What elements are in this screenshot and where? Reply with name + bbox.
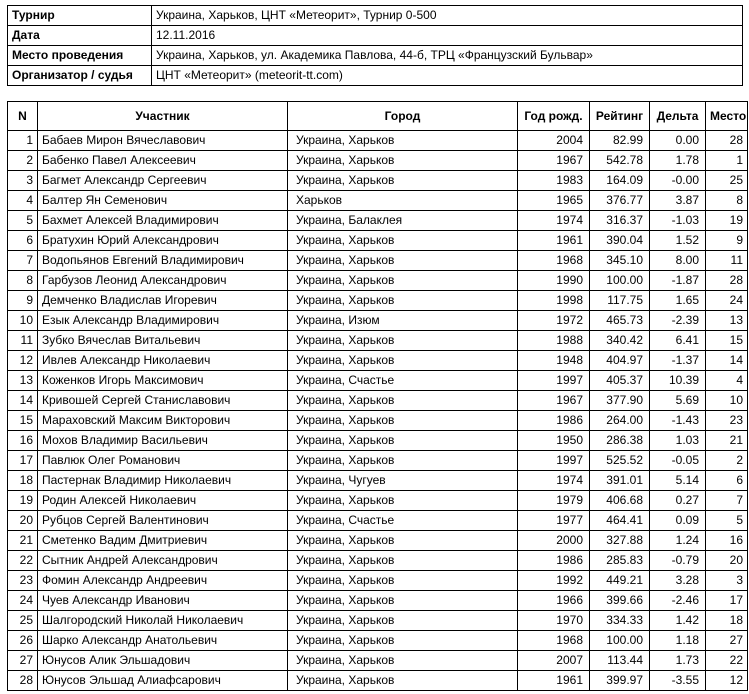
cell-delta: 0.09 [650, 511, 706, 531]
cell-rating: 100.00 [590, 271, 650, 291]
cell-place: 9 [706, 231, 748, 251]
cell-city: Украина, Харьков [288, 651, 518, 671]
cell-rating: 464.41 [590, 511, 650, 531]
cell-city: Украина, Харьков [288, 491, 518, 511]
cell-place: 14 [706, 351, 748, 371]
table-row [8, 551, 748, 571]
cell-delta: 1.65 [650, 291, 706, 311]
cell-city: Украина, Харьков [288, 671, 518, 691]
cell-city: Украина, Харьков [288, 271, 518, 291]
cell-delta: 1.42 [650, 611, 706, 631]
cell-rating: 100.00 [590, 631, 650, 651]
cell-delta: -2.46 [650, 591, 706, 611]
cell-n: 6 [8, 231, 38, 251]
cell-rating: 404.97 [590, 351, 650, 371]
cell-rating: 285.83 [590, 551, 650, 571]
table-row [8, 191, 748, 211]
cell-place: 28 [706, 271, 748, 291]
cell-name: Кривошей Сергей Станиславович [38, 391, 288, 411]
cell-name: Мараховский Максим Викторович [38, 411, 288, 431]
table-row [8, 611, 748, 631]
cell-place: 18 [706, 611, 748, 631]
cell-delta: 1.73 [650, 651, 706, 671]
cell-name: Братухин Юрий Александрович [38, 231, 288, 251]
cell-year: 1990 [518, 271, 590, 291]
cell-place: 28 [706, 131, 748, 151]
cell-n: 13 [8, 371, 38, 391]
cell-name: Чуев Александр Иванович [38, 591, 288, 611]
cell-n: 25 [8, 611, 38, 631]
info-label: Дата [8, 26, 152, 46]
cell-delta: -1.87 [650, 271, 706, 291]
cell-year: 1977 [518, 511, 590, 531]
cell-delta: -1.43 [650, 411, 706, 431]
cell-city: Украина, Харьков [288, 231, 518, 251]
cell-delta: -0.00 [650, 171, 706, 191]
cell-year: 1972 [518, 311, 590, 331]
info-label: Организатор / судья [8, 66, 152, 86]
col-header-year: Год рожд. [518, 102, 590, 131]
info-label: Турнир [8, 6, 152, 26]
cell-rating: 406.68 [590, 491, 650, 511]
cell-delta: 1.52 [650, 231, 706, 251]
cell-place: 13 [706, 311, 748, 331]
cell-rating: 377.90 [590, 391, 650, 411]
cell-rating: 264.00 [590, 411, 650, 431]
cell-year: 1997 [518, 451, 590, 471]
cell-year: 1983 [518, 171, 590, 191]
table-row [8, 591, 748, 611]
cell-rating: 340.42 [590, 331, 650, 351]
cell-delta: -1.37 [650, 351, 706, 371]
info-row [8, 46, 743, 66]
col-header-delta: Дельта [650, 102, 706, 131]
cell-year: 1974 [518, 211, 590, 231]
cell-place: 7 [706, 491, 748, 511]
cell-n: 9 [8, 291, 38, 311]
cell-year: 1970 [518, 611, 590, 631]
cell-year: 1988 [518, 331, 590, 351]
cell-place: 27 [706, 631, 748, 651]
cell-n: 7 [8, 251, 38, 271]
cell-name: Родин Алексей Николаевич [38, 491, 288, 511]
cell-place: 1 [706, 151, 748, 171]
table-row [8, 171, 748, 191]
table-row [8, 531, 748, 551]
cell-name: Балтер Ян Семенович [38, 191, 288, 211]
cell-city: Украина, Харьков [288, 351, 518, 371]
cell-year: 2004 [518, 131, 590, 151]
cell-city: Харьков [288, 191, 518, 211]
table-row [8, 211, 748, 231]
cell-delta: 0.27 [650, 491, 706, 511]
cell-rating: 82.99 [590, 131, 650, 151]
cell-rating: 117.75 [590, 291, 650, 311]
cell-delta: 1.24 [650, 531, 706, 551]
table-row [8, 631, 748, 651]
cell-year: 1961 [518, 671, 590, 691]
cell-n: 8 [8, 271, 38, 291]
cell-city: Украина, Харьков [288, 431, 518, 451]
table-row [8, 271, 748, 291]
cell-city: Украина, Харьков [288, 251, 518, 271]
cell-city: Украина, Харьков [288, 591, 518, 611]
cell-name: Сметенко Вадим Дмитриевич [38, 531, 288, 551]
cell-year: 1967 [518, 391, 590, 411]
cell-year: 1997 [518, 371, 590, 391]
cell-rating: 345.10 [590, 251, 650, 271]
cell-name: Мохов Владимир Васильевич [38, 431, 288, 451]
cell-rating: 376.77 [590, 191, 650, 211]
cell-rating: 316.37 [590, 211, 650, 231]
cell-name: Зубко Вячеслав Витальевич [38, 331, 288, 351]
info-value: Украина, Харьков, ЦНТ «Метеорит», Турнир 0-500 [152, 6, 743, 26]
cell-n: 28 [8, 671, 38, 691]
cell-year: 1948 [518, 351, 590, 371]
cell-n: 20 [8, 511, 38, 531]
col-header-name: Участник [38, 102, 288, 131]
cell-place: 22 [706, 651, 748, 671]
cell-n: 17 [8, 451, 38, 471]
cell-n: 21 [8, 531, 38, 551]
cell-city: Украина, Счастье [288, 511, 518, 531]
cell-place: 11 [706, 251, 748, 271]
cell-rating: 542.78 [590, 151, 650, 171]
col-header-place: Место [706, 102, 748, 131]
cell-rating: 327.88 [590, 531, 650, 551]
cell-delta: 1.03 [650, 431, 706, 451]
cell-rating: 405.37 [590, 371, 650, 391]
cell-rating: 390.04 [590, 231, 650, 251]
cell-year: 1961 [518, 231, 590, 251]
table-row [8, 411, 748, 431]
results-header-row [8, 102, 748, 131]
cell-n: 5 [8, 211, 38, 231]
info-row [8, 26, 743, 46]
table-row [8, 131, 748, 151]
cell-city: Украина, Харьков [288, 291, 518, 311]
cell-name: Демченко Владислав Игоревич [38, 291, 288, 311]
cell-name: Бахмет Алексей Владимирович [38, 211, 288, 231]
info-value: Украина, Харьков, ул. Академика Павлова, 44-б, ТРЦ «Французский Бульвар» [152, 46, 743, 66]
cell-n: 2 [8, 151, 38, 171]
cell-city: Украина, Харьков [288, 151, 518, 171]
cell-name: Юнусов Алик Эльшадович [38, 651, 288, 671]
cell-rating: 525.52 [590, 451, 650, 471]
cell-delta: 5.14 [650, 471, 706, 491]
cell-delta: -2.39 [650, 311, 706, 331]
table-row [8, 291, 748, 311]
cell-name: Шалгородский Николай Николаевич [38, 611, 288, 631]
cell-rating: 164.09 [590, 171, 650, 191]
cell-rating: 286.38 [590, 431, 650, 451]
cell-rating: 465.73 [590, 311, 650, 331]
cell-delta: 1.18 [650, 631, 706, 651]
cell-place: 20 [706, 551, 748, 571]
cell-n: 4 [8, 191, 38, 211]
table-row [8, 471, 748, 491]
cell-city: Украина, Харьков [288, 531, 518, 551]
cell-name: Фомин Александр Андреевич [38, 571, 288, 591]
cell-delta: 0.00 [650, 131, 706, 151]
cell-city: Украина, Балаклея [288, 211, 518, 231]
cell-rating: 399.97 [590, 671, 650, 691]
info-label: Место проведения [8, 46, 152, 66]
cell-name: Езык Александр Владимирович [38, 311, 288, 331]
cell-delta: -0.05 [650, 451, 706, 471]
cell-place: 10 [706, 391, 748, 411]
cell-delta: -1.03 [650, 211, 706, 231]
cell-n: 10 [8, 311, 38, 331]
cell-place: 5 [706, 511, 748, 531]
cell-n: 11 [8, 331, 38, 351]
cell-city: Украина, Харьков [288, 331, 518, 351]
cell-rating: 113.44 [590, 651, 650, 671]
cell-city: Украина, Харьков [288, 391, 518, 411]
table-row [8, 651, 748, 671]
cell-city: Украина, Чугуев [288, 471, 518, 491]
cell-name: Павлюк Олег Романович [38, 451, 288, 471]
cell-n: 14 [8, 391, 38, 411]
cell-name: Рубцов Сергей Валентинович [38, 511, 288, 531]
table-row [8, 431, 748, 451]
cell-city: Украина, Харьков [288, 571, 518, 591]
cell-year: 1986 [518, 551, 590, 571]
table-row [8, 371, 748, 391]
cell-year: 2007 [518, 651, 590, 671]
table-row [8, 251, 748, 271]
cell-year: 1998 [518, 291, 590, 311]
cell-city: Украина, Харьков [288, 611, 518, 631]
cell-place: 2 [706, 451, 748, 471]
cell-year: 1974 [518, 471, 590, 491]
table-row [8, 391, 748, 411]
cell-place: 4 [706, 371, 748, 391]
cell-n: 16 [8, 431, 38, 451]
cell-delta: 10.39 [650, 371, 706, 391]
cell-delta: -3.55 [650, 671, 706, 691]
cell-place: 17 [706, 591, 748, 611]
cell-delta: 1.78 [650, 151, 706, 171]
cell-delta: 3.28 [650, 571, 706, 591]
cell-name: Бабаев Мирон Вячеславович [38, 131, 288, 151]
cell-n: 27 [8, 651, 38, 671]
cell-n: 12 [8, 351, 38, 371]
info-value: 12.11.2016 [152, 26, 743, 46]
cell-city: Украина, Харьков [288, 451, 518, 471]
cell-n: 23 [8, 571, 38, 591]
cell-place: 15 [706, 331, 748, 351]
table-row [8, 231, 748, 251]
cell-name: Гарбузов Леонид Александрович [38, 271, 288, 291]
cell-n: 19 [8, 491, 38, 511]
cell-city: Украина, Изюм [288, 311, 518, 331]
cell-place: 24 [706, 291, 748, 311]
cell-rating: 391.01 [590, 471, 650, 491]
cell-name: Шарко Александр Анатольевич [38, 631, 288, 651]
cell-n: 15 [8, 411, 38, 431]
tournament-info-table [7, 5, 743, 86]
cell-place: 25 [706, 171, 748, 191]
cell-city: Украина, Харьков [288, 171, 518, 191]
cell-name: Юнусов Эльшад Алиафсарович [38, 671, 288, 691]
info-row [8, 66, 743, 86]
cell-year: 2000 [518, 531, 590, 551]
cell-city: Украина, Харьков [288, 131, 518, 151]
cell-n: 18 [8, 471, 38, 491]
cell-name: Водопьянов Евгений Владимирович [38, 251, 288, 271]
cell-name: Коженков Игорь Максимович [38, 371, 288, 391]
cell-year: 1965 [518, 191, 590, 211]
cell-place: 3 [706, 571, 748, 591]
cell-place: 23 [706, 411, 748, 431]
info-row [8, 6, 743, 26]
cell-name: Багмет Александр Сергеевич [38, 171, 288, 191]
cell-year: 1992 [518, 571, 590, 591]
table-row [8, 351, 748, 371]
table-row [8, 571, 748, 591]
cell-n: 3 [8, 171, 38, 191]
cell-year: 1966 [518, 591, 590, 611]
cell-delta: -0.79 [650, 551, 706, 571]
col-header-n: N [8, 102, 38, 131]
cell-city: Украина, Харьков [288, 411, 518, 431]
cell-name: Бабенко Павел Алексеевич [38, 151, 288, 171]
cell-delta: 6.41 [650, 331, 706, 351]
col-header-city: Город [288, 102, 518, 131]
cell-city: Украина, Харьков [288, 631, 518, 651]
cell-year: 1968 [518, 251, 590, 271]
cell-delta: 3.87 [650, 191, 706, 211]
cell-place: 8 [706, 191, 748, 211]
info-value: ЦНТ «Метеорит» (meteorit-tt.com) [152, 66, 743, 86]
cell-n: 24 [8, 591, 38, 611]
cell-n: 22 [8, 551, 38, 571]
cell-year: 1968 [518, 631, 590, 651]
cell-rating: 449.21 [590, 571, 650, 591]
cell-name: Пастернак Владимир Николаевич [38, 471, 288, 491]
cell-place: 12 [706, 671, 748, 691]
cell-year: 1967 [518, 151, 590, 171]
table-row [8, 511, 748, 531]
results-table [7, 101, 748, 691]
cell-place: 16 [706, 531, 748, 551]
table-row [8, 491, 748, 511]
table-row [8, 151, 748, 171]
cell-year: 1986 [518, 411, 590, 431]
cell-name: Ивлев Александр Николаевич [38, 351, 288, 371]
col-header-rating: Рейтинг [590, 102, 650, 131]
cell-city: Украина, Харьков [288, 551, 518, 571]
cell-year: 1979 [518, 491, 590, 511]
table-row [8, 671, 748, 691]
table-row [8, 311, 748, 331]
table-row [8, 331, 748, 351]
cell-n: 1 [8, 131, 38, 151]
cell-place: 19 [706, 211, 748, 231]
cell-place: 6 [706, 471, 748, 491]
cell-city: Украина, Счастье [288, 371, 518, 391]
cell-rating: 334.33 [590, 611, 650, 631]
cell-name: Сытник Андрей Александрович [38, 551, 288, 571]
cell-place: 21 [706, 431, 748, 451]
cell-delta: 5.69 [650, 391, 706, 411]
cell-delta: 8.00 [650, 251, 706, 271]
cell-rating: 399.66 [590, 591, 650, 611]
cell-year: 1950 [518, 431, 590, 451]
table-row [8, 451, 748, 471]
cell-n: 26 [8, 631, 38, 651]
